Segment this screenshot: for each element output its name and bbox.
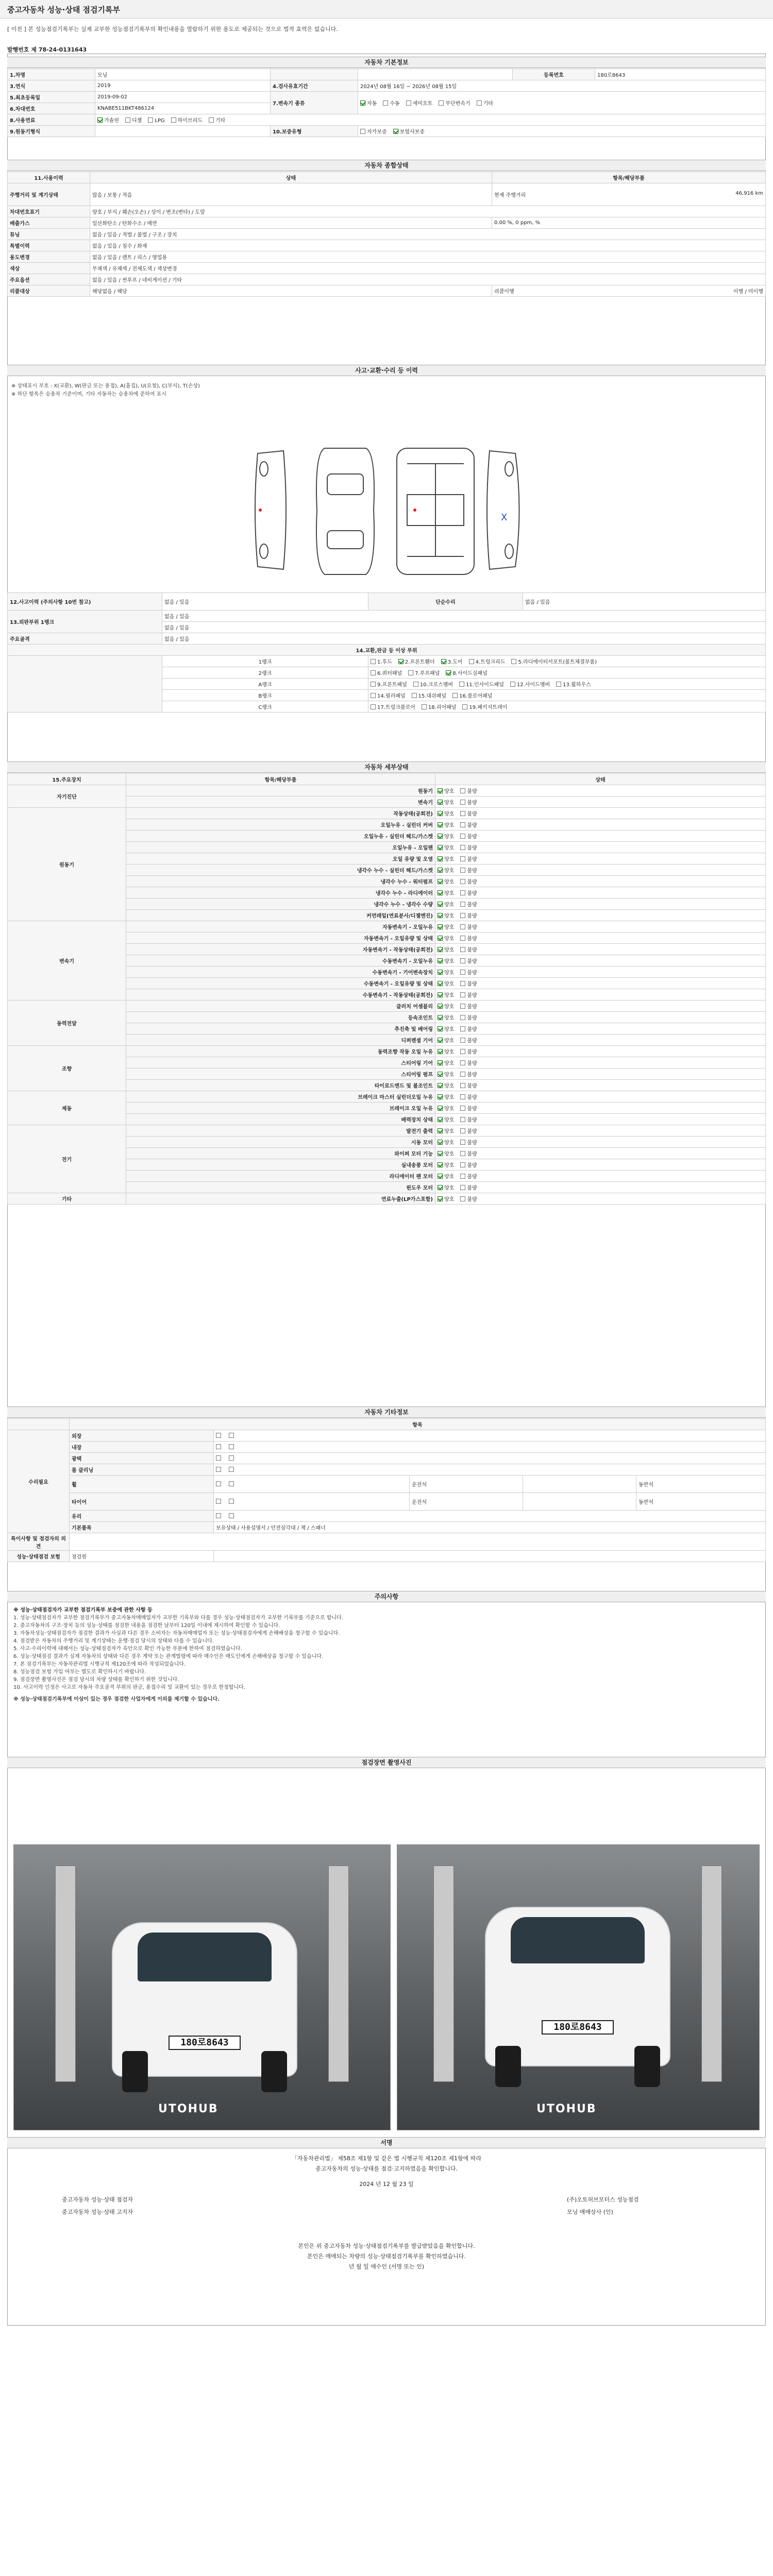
detail-state: 양호 불량 xyxy=(435,1023,766,1035)
detail-item: 오일누유 - 실린더 헤드/가스켓 xyxy=(126,831,435,842)
section-accident: 사고·교환·수리 등 이력 xyxy=(7,365,766,376)
title-bar xyxy=(0,0,773,19)
notice-item: 4. 점검받은 자동차의 주행거리 및 계기상태는 운행·점검 당시의 상태와 다를 수 있습니다. xyxy=(13,1638,214,1644)
notice-item: 8. 성능점검 보험 가입 여부는 별도로 확인하시기 바랍니다. xyxy=(13,1669,146,1675)
detail-item: 자동변속기 - 오일누유 xyxy=(126,921,435,933)
detail-item: 스티어링 기어 xyxy=(126,1057,435,1069)
sign-inspector-value: (주)오토허브모터스 성능점검 xyxy=(567,2196,639,2203)
section-notice: 주의사항 xyxy=(7,1591,766,1602)
detail-item: 냉각수 누수 - 냉각수 수량 xyxy=(126,899,435,910)
general-state-table: 11.사용이력 상태 항목/해당부품 주행거리 및 계기상태 많음 / 보통 / 적음 현재 주행거리 46,916 km 차대번호표기 양호 / 부식 / 훼손(오손) / 상이 / 변조(변타) / 도말 배출가스 일산화탄소 / 탄화수소 / 매연 0.00 %, 0 ppm, % 튜닝 없음 / 있음 / 적법 / 불법 / 구조 / 장치 특별이력 없음 / 있음 / 침수 / 화재 용도변경 없음 / 있음 / 렌트 / 리스 / 영업용 색상 무채색 / 유채색 / 전체도색 / 색상변경 주요옵션 없음 / 있음 / 썬루프 / 네비게이션 / 기타 리콜대상 해당없음 / 해당 리콜이행 이행 / 미이행 xyxy=(7,172,766,297)
accident-table: 12.사고이력 (주의사항 10번 참고) 없음 / 있음 단순수리 없음 / 있음 13.외판부위 1랭크 없음 / 있음 없음 / 있음 주요골격 없음 / 있음 14.교환,판금 등 이상 부위 1랭크 1.후드 2.프론트휀더 3.도어 4.트렁크리드 5.라디에이터서포트(볼트체결부품) 2랭크 6.쿼터패널 7.루프패널 8.사이드실패널 A랭크 9.프론트패널 10.크로스멤버 11.인사이드패널 12.사이드멤버 13.휠하우스 B랭크 14.필러패널 15.대쉬패널 16.플로어패널 C랭크 17.트렁크플로어 18.리어패널 19.패키지트레이 xyxy=(7,592,766,713)
label-vin: 6.차대번호 xyxy=(8,103,95,114)
detail-state: 양호 불량 xyxy=(435,865,766,876)
detail-state: 양호 불량 xyxy=(435,1080,766,1091)
detail-state: 양호 불량 xyxy=(435,808,766,819)
detail-state: 양호 불량 xyxy=(435,1193,766,1205)
detail-item: 실내송풍 모터 xyxy=(126,1159,435,1171)
detail-item: 냉각수 누수 - 실린더 헤드/가스켓 xyxy=(126,865,435,876)
detail-state: 양호 불량 xyxy=(435,853,766,865)
inspection-photo-rear xyxy=(397,1844,760,2130)
notice-tail: ※ 성능·상태점검기록부에 이상이 있는 경우 점검한 사업자에게 이의를 제기할 수 있습니다. xyxy=(13,1697,220,1702)
detail-item: 변속기 xyxy=(126,796,435,808)
value-vin: KNABE511BKT486124 xyxy=(95,103,271,114)
detail-item: 연료누출(LP가스포함) xyxy=(126,1193,435,1205)
plate-front: 180로8643 xyxy=(169,2036,241,2050)
detail-state: 양호 불량 xyxy=(435,910,766,921)
detail-item: 배력장치 상태 xyxy=(126,1114,435,1125)
value-plate: 180로8643 xyxy=(595,69,766,80)
notice-item: 9. 점검장면 촬영사진은 점검 당시의 차량 상태를 확인하기 위한 것입니다. xyxy=(13,1677,179,1683)
section-sign: 서명 xyxy=(7,2137,766,2148)
detail-state: 양호 불량 xyxy=(435,967,766,978)
detail-item: 수동변속기 - 작동상태(공회전) xyxy=(126,989,435,1001)
detail-state: 양호 불량 xyxy=(435,1091,766,1103)
notice-item: 7. 본 점검기록부는 자동차관리법 시행규칙 제120조에 따라 작성되었습니다. xyxy=(13,1662,186,1667)
detail-state: 양호 불량 xyxy=(435,955,766,967)
detail-state: 양호 불량 xyxy=(435,1012,766,1023)
detail-state: 양호 불량 xyxy=(435,978,766,989)
label-plate: 등록번호 xyxy=(513,69,595,80)
label-fuel: 8.사용연료 xyxy=(8,114,95,126)
value-first-reg: 2019-09-02 xyxy=(95,92,271,103)
other-info-table: 항목 수리필요 외장 내장 광택 룸 클리닝 휠 운전석 동반석 타이어 운전석 동반석 유리 기본품목 보유상태 / 사용설명서 / 안전삼각대 / 잭 / 스패너 특이사항 및 점검자의 의견 성능·상태점검 보험 점검원 xyxy=(7,1418,766,1562)
detail-item: 타이로드엔드 및 볼조인트 xyxy=(126,1080,435,1091)
detail-state: 양호 불량 xyxy=(435,921,766,933)
detail-item: 자동변속기 - 작동상태(공회전) xyxy=(126,944,435,955)
detail-state: 양호 불량 xyxy=(435,887,766,899)
detail-item: 디퍼렌셜 기어 xyxy=(126,1035,435,1046)
detail-item: 브레이크 오일 누유 xyxy=(126,1103,435,1114)
warranty-options: 자가보증 보험사보증 xyxy=(358,126,766,137)
shop-sign-front: UTOHUB xyxy=(158,2103,219,2115)
detail-item: 커먼레일(연료분사/디젤엔진) xyxy=(126,910,435,921)
sign-notifier-value: 모닝 매매상사 (인) xyxy=(567,2209,613,2215)
accident-legend: ※ 상태표시 부호 : X(교환), W(판금 또는 용접), A(흠집), U(요철), C(부식), T(손상) ※ 하단 항목은 승용차 기준이며, 기타 자동차는 승용차에 준하여 표시 xyxy=(11,383,200,397)
detail-group: 제동 xyxy=(8,1091,126,1125)
label-warranty: 10.보증유형 xyxy=(271,126,358,137)
notice-item: 6. 성능·상태점검 결과가 실제 자동차의 상태와 다른 경우 계약 또는 관계법령에 따라 매수인은 매도인에게 손해배상을 청구할 수 있습니다. xyxy=(13,1654,324,1659)
label-first-reg: 5.최초등록일 xyxy=(8,92,95,103)
detail-item: 오일누유 - 오일팬 xyxy=(126,842,435,853)
detail-item: 브레이크 마스터 실린더오일 누유 xyxy=(126,1091,435,1103)
detail-state: 양호 불량 xyxy=(435,1148,766,1159)
detail-state: 양호 불량 xyxy=(435,1125,766,1137)
notice-list: ※ 성능·상태점검자가 교부한 점검기록부 보증에 관한 사항 등 1. 성능·상태점검자가 교부한 점검기록부가 중고자동차매매업자가 교부한 기록부와 다를 경우 성능·상태점검자가 교부한 기록부를 기준으로 합니다. 2. 중고자동차의 구조·장치 등의 성능·상태를 점검한 내용을 점검한 날부터 120일 이내에 제시하여 확인할 수 있습니다. 3. 자동차성능·상태점검자가 점검한 결과가 사실과 다른 경우 소비자는 자동차매매업자 또는 성능·상태점검자에게 손해배상을 청구할 수 있습니다. 4. 점검받은 자동차의 주행거리 및 계기상태는 운행·점검 당시의 상태와 다를 수 있습니다. 5. 사고·수리이력에 대해서는 성능·상태점검자가 육안으로 확인 가능한 부분에 한하여 점검하였습니다. 6. 성능·상태점검 결과가 실제 자동차의 상태와 다른 경우 계약 또는 관계법령에 따라 매수인은 매도인에게 손해배상을 청구할 수 있습니다. 7. 본 점검기록부는 자동차관리법 시행규칙 제120조에 따라 작성되었습니다. 8. 성능점검 보험 가입 여부는 별도로 확인하시기 바랍니다. 9. 점검장면 촬영사진은 점검 당시의 차량 상태를 확인하기 위한 것입니다. 10. 사고이력 인정은 사고로 자동차 주요골격 부위의 판금, 용접수리 및 교환이 있는 경우로 한정합니다. ※ 성능·상태점검기록부에 이상이 있는 경우 점검한 사업자에게 이의를 제기할 수 있습니다. xyxy=(13,1606,755,1703)
detail-item: 오일 유량 및 오염 xyxy=(126,853,435,865)
detail-item: 오일누유 - 실린더 커버 xyxy=(126,819,435,831)
transmission-options: 자동 수동 세미오토 무단변속기 기타 xyxy=(358,92,766,114)
page-title: 중고자동차 성능·상태 점검기록부 xyxy=(7,5,121,14)
detail-item: 와이퍼 모터 기능 xyxy=(126,1148,435,1159)
detail-item: 원동기 xyxy=(126,785,435,796)
detail-item: 윈도우 모터 xyxy=(126,1182,435,1193)
detail-group: 원동기 xyxy=(8,808,126,921)
section-basic: 자동차 기본정보 xyxy=(7,57,766,68)
detail-state: 양호 불량 xyxy=(435,819,766,831)
detail-group: 자기진단 xyxy=(8,785,126,808)
detail-item: 동력조향 작동 오일 누유 xyxy=(126,1046,435,1057)
detail-item: 냉각수 누수 - 워터펌프 xyxy=(126,876,435,887)
detail-state: 양호 불량 xyxy=(435,1171,766,1182)
detail-state: 양호 불량 xyxy=(435,1103,766,1114)
detail-item: 라디에이터 팬 모터 xyxy=(126,1171,435,1182)
detail-state: 양호 불량 xyxy=(435,831,766,842)
detail-item: 등속조인트 xyxy=(126,1012,435,1023)
detail-state: 양호 불량 xyxy=(435,989,766,1001)
label-transmission: 7.변속기 종류 xyxy=(271,92,358,114)
detail-group: 전기 xyxy=(8,1125,126,1193)
detail-item: 수동변속기 - 오일누유 xyxy=(126,955,435,967)
detail-state: 양호 불량 xyxy=(435,842,766,853)
label-engine-type: 9.원동기형식 xyxy=(8,126,95,137)
detail-state: 양호 불량 xyxy=(435,796,766,808)
detail-item: 클러치 어셈블리 xyxy=(126,1001,435,1012)
detail-item: 작동상태(공회전) xyxy=(126,808,435,819)
inspection-photo-front xyxy=(13,1844,391,2130)
value-validity: 2024년 08월 16일 ~ 2026년 08월 15일 xyxy=(358,80,766,92)
detail-state: 양호 불량 xyxy=(435,1159,766,1171)
notice-item: 2. 중고자동차의 구조·장치 등의 성능·상태를 점검한 내용을 점검한 날부터 120일 이내에 제시하여 확인할 수 있습니다. xyxy=(13,1623,280,1629)
notice-text: [ 이전 ] 본 성능점검기록부는 실제 교부한 성능점검기록부의 확인내용을 열람하기 위한 용도로 제공되는 것으로 법적 효력은 없습니다. xyxy=(7,26,338,32)
section-general: 자동차 종합상태 xyxy=(7,160,766,171)
section-photos: 점검장면 촬영사진 xyxy=(7,1757,766,1768)
detail-state: 양호 불량 xyxy=(435,1114,766,1125)
notice-item: 3. 자동차성능·상태점검자가 점검한 결과가 사실과 다른 경우 소비자는 자동차매매업자 또는 성능·상태점검자에게 손해배상을 청구할 수 있습니다. xyxy=(13,1631,340,1636)
detail-state: 양호 불량 xyxy=(435,1069,766,1080)
detail-state: 양호 불량 xyxy=(435,876,766,887)
shop-sign-rear: UTOHUB xyxy=(536,2103,597,2115)
plate-rear: 180로8643 xyxy=(542,2020,614,2035)
detail-item: 시동 모터 xyxy=(126,1137,435,1148)
panels-title: 14.교환,판금 등 이상 부위 xyxy=(8,645,766,656)
detail-state: 양호 불량 xyxy=(435,1035,766,1046)
detail-state: 양호 불량 xyxy=(435,1001,766,1012)
detail-group: 변속기 xyxy=(8,921,126,1001)
sign-statement: 「자동차관리법」 제58조 제1항 및 같은 법 시행규칙 제120조 제1항에 따라 중고자동차의 성능·상태를 점검·고지하였음을 확인합니다. 2024 년 12 월 23 일 xyxy=(0,2154,773,2190)
detail-state: 양호 불량 xyxy=(435,785,766,796)
value-model: 모닝 xyxy=(95,69,271,80)
detail-group: 기타 xyxy=(8,1193,126,1205)
document-number: 발행번호 제 78-24-0131643 xyxy=(7,46,87,53)
detail-item: 자동변속기 - 오일유량 및 상태 xyxy=(126,933,435,944)
car-diagram xyxy=(237,433,546,587)
sign-buyer: 본인은 위 중고자동차 성능·상태점검기록부를 발급받았음을 확인합니다. 본인은 매매되는 차량의 성능·상태점검기록부를 확인하였습니다. 년 월 일 매수인 (서명 또는 인) xyxy=(298,2243,475,2270)
label-model: 1.차명 xyxy=(8,69,95,80)
detail-item: 수동변속기 - 오일유량 및 상태 xyxy=(126,978,435,989)
notice-item: 5. 사고·수리이력에 대해서는 성능·상태점검자가 육안으로 확인 가능한 부분에 한하여 점검하였습니다. xyxy=(13,1646,242,1652)
detail-item: 추진축 및 베어링 xyxy=(126,1023,435,1035)
section-detail: 자동차 세부상태 xyxy=(7,761,766,773)
value-year: 2019 xyxy=(95,80,271,92)
sign-date: 2024 년 12 월 23 일 xyxy=(359,2181,414,2188)
detail-item: 스티어링 펌프 xyxy=(126,1069,435,1080)
detail-state: 양호 불량 xyxy=(435,933,766,944)
notice-item: 10. 사고이력 인정은 사고로 자동차 주요골격 부위의 판금, 용접수리 및 교환이 있는 경우로 한정합니다. xyxy=(13,1685,245,1690)
notice-item: 1. 성능·상태점검자가 교부한 점검기록부가 중고자동차매매업자가 교부한 기록부와 다를 경우 성능·상태점검자가 교부한 기록부를 기준으로 합니다. xyxy=(13,1615,343,1621)
label-year: 3.연식 xyxy=(8,80,95,92)
label-validity: 4.검사유효기간 xyxy=(271,80,358,92)
mark-x: X xyxy=(501,512,508,523)
detail-state: 양호 불량 xyxy=(435,1182,766,1193)
section-other: 자동차 기타정보 xyxy=(7,1406,766,1418)
detail-state: 양호 불량 xyxy=(435,1046,766,1057)
detail-item: 발전기 출력 xyxy=(126,1125,435,1137)
detail-state-table: 15.주요장치 항목/해당부품 상태 자기진단 원동기 양호 불량 변속기 양호 불량 원동기 작동상태(공회전) 양호 불량 오일누유 - 실린더 커버 양호 불량 오일누유 - 실린더 헤드/가스켓 양호 불량 오일누유 - 오일팬 양호 불량 오일 유량 및 오염 양호 불량 냉각수 누수 - 실린더 헤드/가스켓 양호 불량 냉각수 누수 - 워터펌프 양호 불량 냉각수 누수 - 라디에이터 양호 불량 냉각수 누수 - 냉각수 수량 양호 불량 커먼레일(연료분사/디젤엔진) 양호 불량 변속기 자동변속기 - 오일누유 양호 불량 자동변속기 - 오일유량 및 상태 양호 불량 자동변속기 - 작동상태(공회전) 양호 불량 수동변속기 - 오일누유 양호 불량 수동변속기 - 기어변속장치 양호 불량 수동변속기 - 오일유량 및 상태 양호 불량 수동변속기 - 작동상태(공회전) 양호 불량 동력전달 클러치 어셈블리 양호 불량 등속조인트 양호 불량 추진축 및 베어링 양호 불량 디퍼렌셜 기어 양호 불량 조향 동력조향 작동 오일 누유 양호 불량 스티어링 기어 양호 불량 스티어링 펌프 양호 불량 타이로드엔드 및 볼조인트 양호 불량 제동 브레이크 마스터 실린더오일 누유 양호 불량 브레이크 오일 누유 양호 불량 배력장치 상태 양호 불량 전기 발전기 출력 양호 불량 시동 모터 양호 불량 와이퍼 모터 기능 양호 불량 실내송풍 모터 양호 불량 라디에이터 팬 모터 양호 불량 윈도우 모터 양호 불량 기타 연료누출(LP가스포함) 양호 불량 xyxy=(7,773,766,1205)
fuel-options: 가솔린 디젤 LPG 하이브리드 기타 xyxy=(95,114,766,126)
detail-group: 조향 xyxy=(8,1046,126,1091)
detail-state: 양호 불량 xyxy=(435,1137,766,1148)
sign-inspector: 중고자동차 성능·상태 점검자 xyxy=(62,2196,133,2203)
detail-state: 양호 불량 xyxy=(435,899,766,910)
detail-group: 동력전달 xyxy=(8,1001,126,1046)
detail-state: 양호 불량 xyxy=(435,944,766,955)
detail-item: 냉각수 누수 - 라디에이터 xyxy=(126,887,435,899)
detail-item: 수동변속기 - 기어변속장치 xyxy=(126,967,435,978)
basic-info-table xyxy=(7,69,766,137)
sign-notifier: 중고자동차 성능·상태 고지자 xyxy=(62,2209,133,2215)
detail-state: 양호 불량 xyxy=(435,1057,766,1069)
